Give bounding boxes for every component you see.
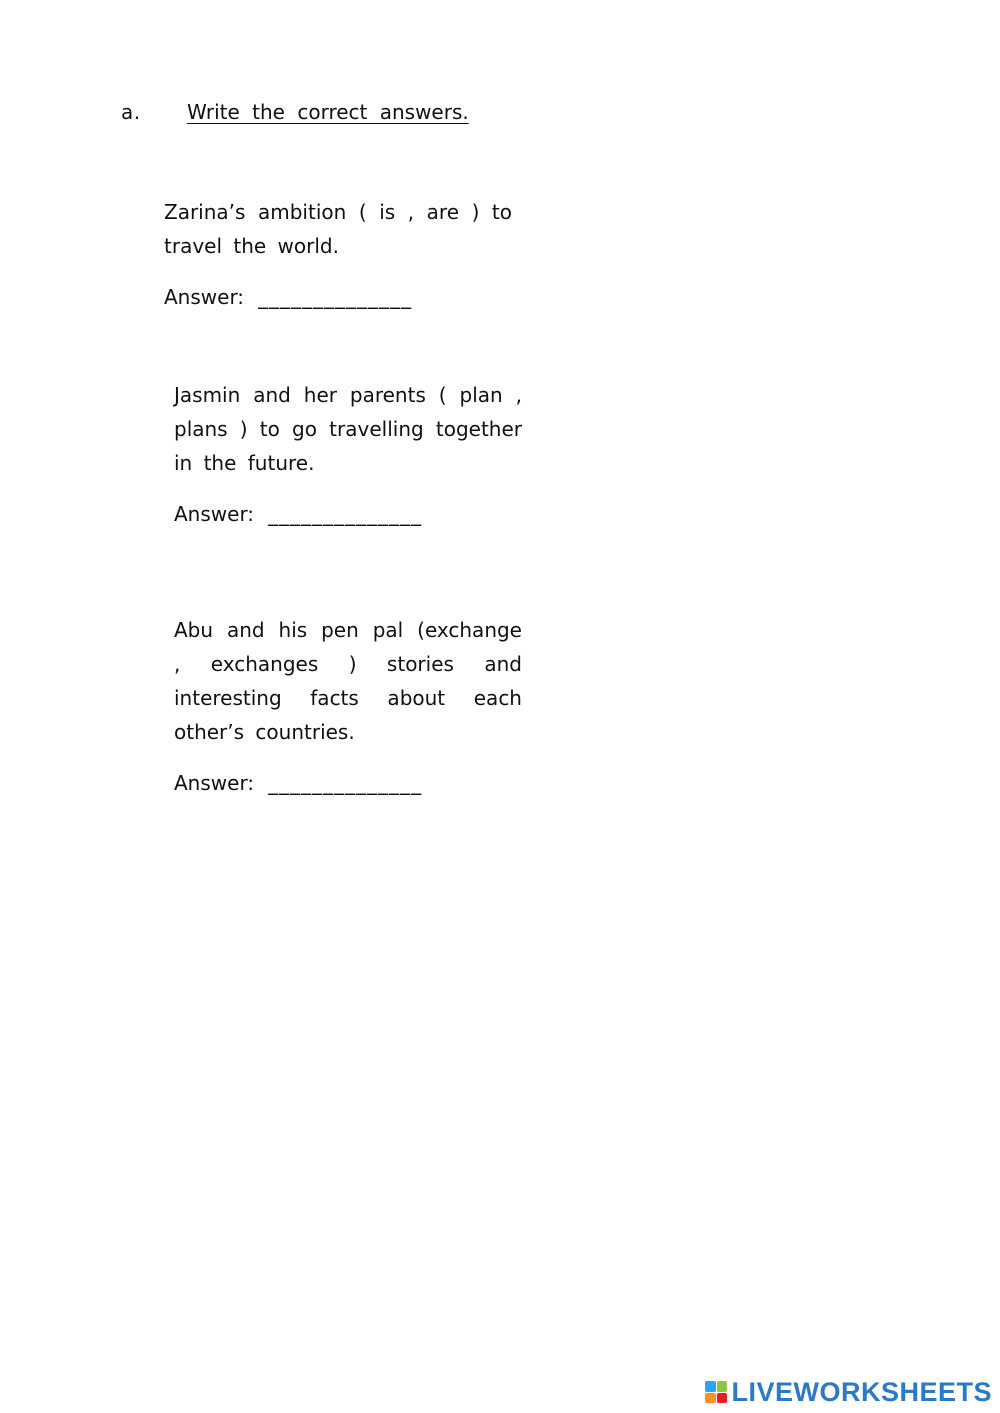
answer-blank-field[interactable]: ______________ — [268, 502, 423, 526]
question-3-text: Abu and his pen pal (exchange , exchanges ) stories and interesting facts about each other’s countries. — [174, 618, 522, 744]
logo-text: LIVEWORKSHEETS — [731, 1376, 992, 1407]
question-2-text: Jasmin and her parents ( plan , plans ) to go travelling together in the future. — [174, 383, 522, 475]
section-title: Write the correct answers. — [187, 100, 469, 124]
question-1-text: Zarina’s ambition ( is , are ) to travel the world. — [164, 200, 512, 258]
liveworksheets-logo[interactable] — [705, 1375, 992, 1409]
answer-row-1[interactable] — [164, 282, 412, 312]
answer-row-3[interactable] — [174, 768, 422, 798]
answer-label: Answer: — [164, 285, 245, 309]
liveworksheets-logo-icon — [705, 1381, 727, 1403]
answer-label: Answer: — [174, 502, 255, 526]
answer-blank-field[interactable]: ______________ — [258, 285, 413, 309]
section-letter: a. — [121, 100, 141, 124]
answer-label: Answer: — [174, 771, 255, 795]
answer-blank-field[interactable]: ______________ — [268, 771, 423, 795]
answer-row-2[interactable] — [174, 499, 422, 529]
